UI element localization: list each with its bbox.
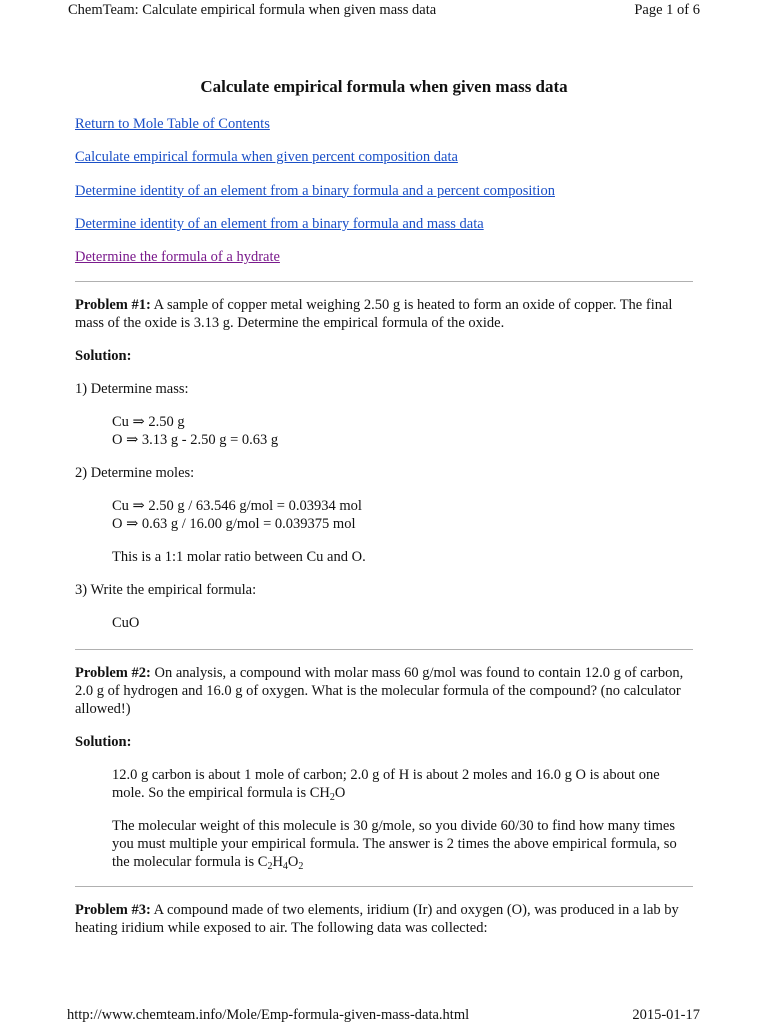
problem-2-label: Problem #2: — [75, 665, 151, 682]
link-mole-table-of-contents[interactable]: Return to Mole Table of Contents — [75, 116, 270, 132]
page-header-title: ChemTeam: Calculate empirical formula when given mass data — [68, 2, 437, 18]
problem-2-statement — [75, 664, 693, 718]
page-url: http://www.chemteam.info/Mole/Emp-formula-given-mass-data.html — [67, 1007, 470, 1023]
molar-ratio-note: This is a 1:1 molar ratio between Cu and O. — [112, 549, 366, 566]
document-body — [75, 76, 693, 937]
problem-1 — [75, 296, 693, 632]
problem-1-text: A sample of copper metal weighing 2.50 g is heated to form an oxide of copper. The final mass of the oxide is 3.13 g. Determine the empirical formula of the oxide. — [75, 297, 673, 332]
link-element-identity-mass[interactable]: Determine identity of an element from a binary formula and mass data — [75, 215, 484, 232]
mass-o-line: O ⇒ 3.13 g - 2.50 g = 0.63 g — [112, 432, 279, 449]
related-links — [75, 115, 693, 266]
moles-o-line: O ⇒ 0.63 g / 16.00 g/mol = 0.039375 mol — [112, 516, 356, 533]
link-formula-of-hydrate[interactable]: Determine the formula of a hydrate — [75, 249, 280, 266]
step-3-heading: 3) Write the empirical formula: — [75, 582, 257, 599]
step-2-heading: 2) Determine moles: — [75, 465, 195, 482]
divider — [75, 649, 693, 650]
empirical-formula: $CH_2O$ — [309, 785, 346, 804]
divider — [75, 886, 693, 887]
link-percent-composition[interactable]: Calculate empirical formula when given percent composition data — [75, 149, 458, 166]
problem-1-statement — [75, 296, 693, 332]
problem-2 — [75, 664, 693, 871]
problem-3 — [75, 901, 693, 937]
solution-label: Solution: — [75, 734, 132, 751]
mole-calculations — [75, 497, 693, 533]
mass-calculations — [75, 413, 693, 449]
problem-2-text: On analysis, a compound with molar mass 60 g/mol was found to contain 12.0 g of carbon, 2.0 g of hydrogen and 16.0 g of oxygen. What is the molecular formula of the compound? (no calculator allowed!) — [75, 665, 684, 718]
moles-cu-line: Cu ⇒ 2.50 g / 63.546 g/mol = 0.03934 mol — [112, 498, 362, 515]
step-1-heading: 1) Determine mass: — [75, 381, 189, 398]
molecular-formula: $C_2H_4O_2$ — [257, 854, 304, 873]
page-title: Calculate empirical formula when given mass data — [200, 77, 568, 96]
page-number: Page 1 of 6 — [634, 2, 700, 18]
problem-3-text: A compound made of two elements, iridium (Ir) and oxygen (O), was produced in a lab by heating iridium while exposed to air. The following data was collected: — [75, 902, 679, 937]
problem-3-label: Problem #3: — [75, 902, 151, 919]
problem-1-label: Problem #1: — [75, 297, 151, 314]
divider — [75, 281, 693, 282]
problem-3-statement — [75, 901, 693, 937]
mass-cu-line: Cu ⇒ 2.50 g — [112, 414, 185, 431]
solution-label: Solution: — [75, 348, 132, 365]
print-date: 2015-01-17 — [632, 1007, 700, 1023]
link-element-identity-percent[interactable]: Determine identity of an element from a binary formula and a percent composition — [75, 182, 555, 199]
problem-2-explanation: 12.0 g carbon is about 1 mole of carbon; 2.0 g of H is about 2 moles and 16.0 g O is about one mole. So the empirical formula is $CH_2O$ — [112, 767, 660, 804]
empirical-formula-answer: CuO — [112, 615, 140, 632]
problem-2-conclusion: The molecular weight of this molecule is 30 g/mole, so you divide 60/30 to find how many times you must multiple your empirical formula. The answer is 2 times the above empirical formula, so the molecular formula is $C_2H_4O_2$ — [112, 818, 677, 873]
